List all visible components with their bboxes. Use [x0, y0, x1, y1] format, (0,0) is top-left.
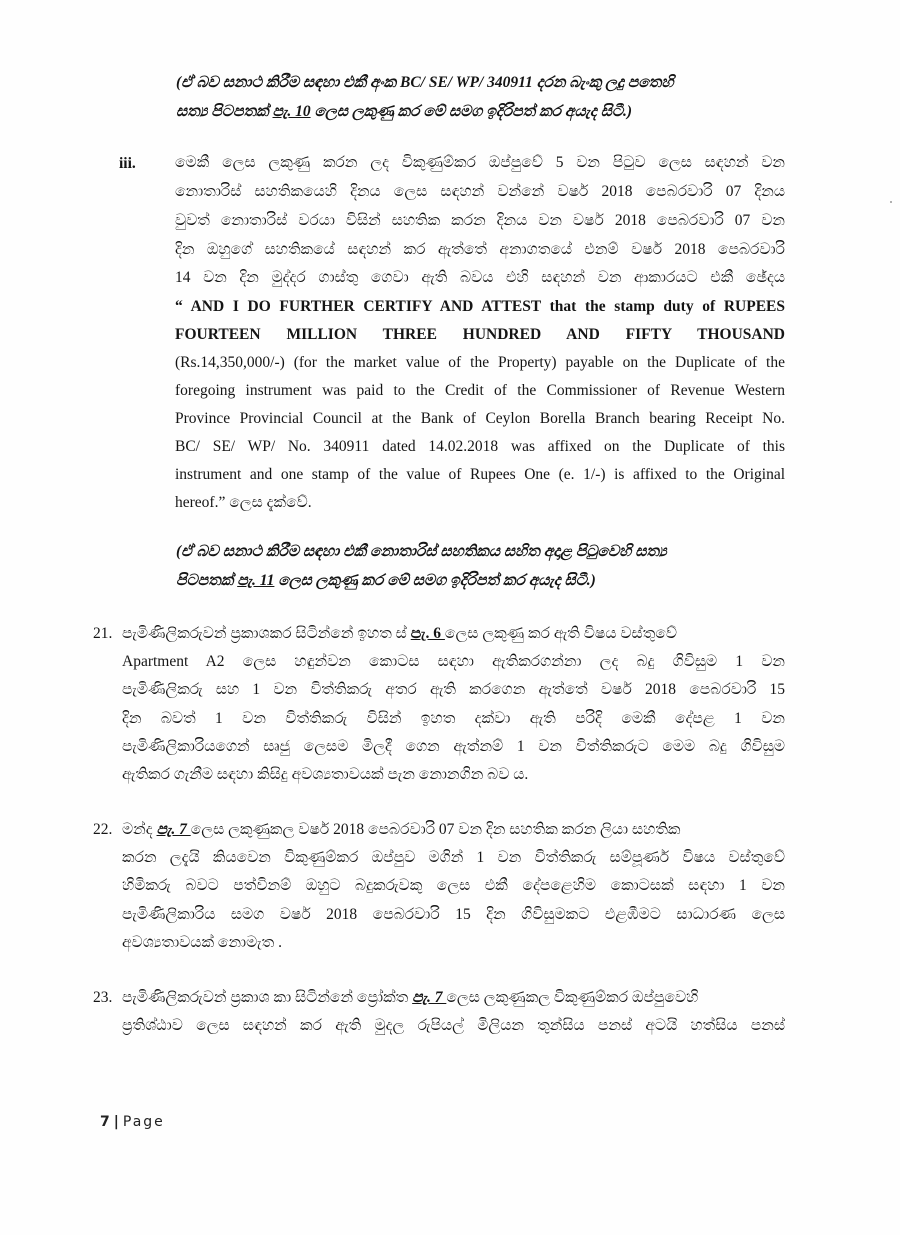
paragraph-text: ලෙස ලකුණුකල විකුණුම්කර ඔප්පුවෙහි [446, 989, 699, 1006]
paragraph-text: ලෙස ලකුණු කර ඇති විෂය වස්තුවේ [444, 625, 677, 642]
exhibit-reference: පැ. 7 [156, 821, 191, 838]
note-line [176, 571, 596, 591]
quoted-line: Province Provincial Council at the Bank of Ceylon Borella Branch bearing Receipt No. [175, 410, 785, 427]
paragraph-line [122, 988, 698, 1008]
scan-speck [890, 201, 892, 203]
paragraph-line: දින ඔහුගේ සහතිකයේ සඳහන් කර ඇත්තේ අනාගතයේ එනම් වර්ෂ 2018 පෙබරවාරි [175, 241, 785, 258]
paragraph-line: හිමිකරු බවට පත්විනම් ඔහුට බදුකරුවකු ලෙස එකී දේපළෙහිම කොටසක් සඳහා 1 වන [122, 877, 785, 894]
paragraph-text: ලෙස ලකුණුකල වර්ෂ 2018 පෙබරවාරි 07 වන දින සහතික කරන ලියා සහතික [190, 821, 681, 838]
note-line [176, 102, 632, 122]
quoted-line: hereof.” ලෙස දැක්වේ. [175, 494, 312, 511]
note-text: සත්‍ය පිටපතක් [176, 103, 273, 120]
sub-item-marker: iii. [119, 155, 136, 172]
paragraph-number: 21. [93, 625, 113, 642]
page-footer [100, 1114, 165, 1130]
quoted-line: foregoing instrument was paid to the Credit of the Commissioner of Revenue Western [175, 382, 785, 399]
note-text: පිටපතක් [176, 572, 238, 589]
paragraph-number: 22. [93, 821, 113, 838]
paragraph-text: පැමිණිලිකරුවන් ප්‍රකාශ කා සිටින්නේ ප්‍රෝක්ත [122, 989, 413, 1006]
exhibit-reference: පැ. 10 [272, 103, 311, 120]
quoted-line: (Rs.14,350,000/-) (for the market value of the Property) payable on the Duplicate of the [175, 354, 785, 371]
quoted-line: BC/ SE/ WP/ No. 340911 dated 14.02.2018 was affixed on the Duplicate of this [175, 438, 785, 455]
paragraph-line: Apartment A2 ලෙස හඳුන්වන කොටස සඳහා ඇතිකරගන්නා ලද බදු ගිවිසුම 1 වන [122, 653, 785, 670]
exhibit-reference: පැ. 7 [412, 989, 447, 1006]
exhibit-reference: පැ. 11 [237, 572, 275, 589]
paragraph-line: මෙකී ලෙස ලකුණු කරන ලද විකුණුම්කර ඔප්පුවේ 5 වන පිටුව ලෙස සඳහන් වන [175, 154, 785, 171]
paragraph-line: නොතාරිස් සහතිකයෙහි දිනය ලෙස සඳහන් වන්නේ වර්ෂ 2018 පෙබරවාරි 07 දිනය [175, 183, 785, 200]
paragraph-number: 23. [93, 989, 113, 1006]
paragraph-line: අවශ්‍යතාවයක් නොමැත . [122, 934, 282, 951]
paragraph-line: පැමිණිලිකාරියගෙන් සෘජු ලෙසම මිලදී ගෙන ඇත්නම් 1 වන විත්තිකරුට මෙම බදු ගිවිසුම [122, 738, 785, 755]
quoted-line: “ AND I DO FURTHER CERTIFY AND ATTEST that the stamp duty of RUPEES [175, 298, 785, 315]
paragraph-line: පැමිණිලිකරු සහ 1 වන විත්තිකරු අතර ඇති කරගෙන ඇත්තේ වර්ෂ 2018 පෙබරවාරි 15 [122, 681, 785, 698]
paragraph-line: වුවත් නොතාරිස් වරයා විසින් සහතික කරන දිනය වන වර්ෂ 2018 පෙබරවාරි 07 වන [175, 212, 785, 229]
note-text: ලෙස ලකුණු කර මේ සමග ඉදිරිපත් කර අයැද සිටී.) [310, 103, 633, 120]
quoted-line: FOURTEEN MILLION THREE HUNDRED AND FIFTY THOUSAND [175, 326, 785, 343]
exhibit-reference: පැ. 6 [410, 625, 445, 642]
paragraph-line: 14 වන දින මුද්දර ගාස්තු ගෙවා ඇති බවය එහි සඳහන් වන ආකාරයට එකී ඡේදය [175, 269, 785, 286]
paragraph-line: ඇතිකර ගැනීම සඳහා කිසිදු අවශ්‍යතාවයක් පැන නොනගින බව ය. [122, 766, 529, 783]
paragraph-text: මන්ද [122, 821, 157, 838]
paragraph-line: පැමිණිලිකාරිය සමග වර්ෂ 2018 පෙබරවාරි 15 දින ගිවිසුමකට එළඹීමට සාධාරණ ලෙස [122, 906, 785, 923]
paragraph-line [122, 820, 681, 840]
note-line: (ඒ බව සනාථ කිරීම සඳහා එකී අංක BC/ SE/ WP/ 340911 දරන බැංකු ලදු පතෙහි [176, 74, 674, 91]
paragraph-line: කරන ලදැයි කියවෙන විකුණුම්කර ඔප්පුව මගින් 1 වන විත්තිකරු සම්පූර්ණ විෂය වස්තුවේ [122, 849, 785, 866]
paragraph-line [122, 624, 677, 644]
paragraph-line: දින බවත් 1 වන විත්තිකරු විසින් ඉහත දක්වා ඇති පරිදි මෙකී දේපළ 1 වන [122, 710, 785, 727]
quoted-line: instrument and one stamp of the value of Rupees One (e. 1/-) is affixed to the Original [175, 466, 785, 483]
page-label: Page [122, 1114, 165, 1130]
page-separator: | [113, 1114, 121, 1130]
note-text: ලෙස ලකුණු කර මේ සමග ඉදිරිපත් කර අයැද සිටී.) [274, 572, 596, 589]
paragraph-text: පැමිණිලිකරුවන් ප්‍රකාශකර සිටින්නේ ඉහත ස් [122, 625, 411, 642]
page-number: 7 [100, 1114, 112, 1130]
paragraph-line: ප්‍රතිශ්ඨාව ලෙස සඳහන් කර ඇති මුදල රුපියල් මිලියන තුන්සිය පනස් අටයි හත්සිය පනස් [122, 1017, 785, 1034]
note-line: (ඒ බව සනාථ කිරීම සඳහා එකී නොතාරිස් සහතිකය සහිත අදාළ පිටුවෙහි සත්‍ය [176, 543, 667, 560]
